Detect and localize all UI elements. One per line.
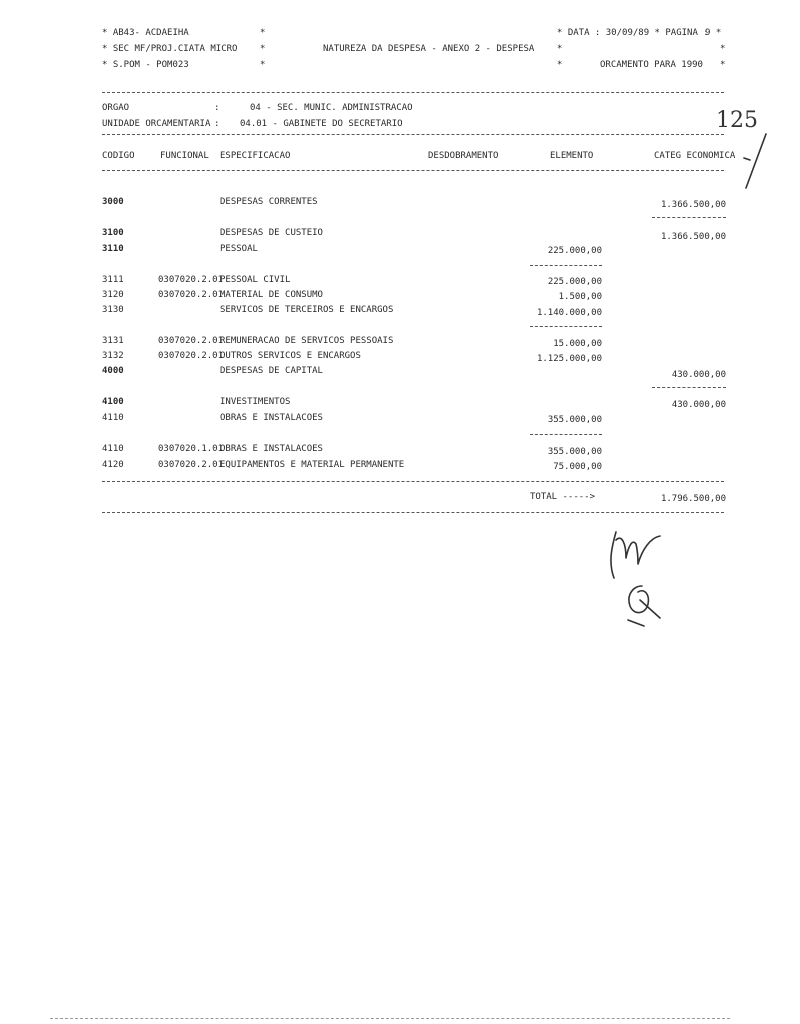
col-header-funcional: FUNCIONAL <box>160 151 209 161</box>
row-func: 0307020.2.01 <box>158 275 224 285</box>
row-desc: DESPESAS DE CUSTEIO <box>220 228 323 238</box>
row-code: 4000 <box>102 366 124 376</box>
header-program-line: * S.POM - POM023 <box>102 60 189 70</box>
col-header-categ: CATEG ECONOMICA <box>654 151 736 161</box>
divider <box>102 134 724 135</box>
page-number: 9 * <box>705 28 722 38</box>
unidade-separator: : <box>214 119 220 129</box>
col-header-elemento: ELEMENTO <box>550 151 594 161</box>
row-desc: OUTROS SERVICOS E ENCARGOS <box>220 351 361 361</box>
row-elem: 1.140.000,00 <box>536 308 602 318</box>
row-desc: DESPESAS CORRENTES <box>220 197 318 207</box>
stamp-slash-mark <box>740 130 770 190</box>
row-code: 3132 <box>102 351 124 361</box>
row-elem: 1.500,00 <box>558 292 602 302</box>
row-desc: SERVICOS DE TERCEIROS E ENCARGOS <box>220 305 394 315</box>
row-desc: REMUNERACAO DE SERVICOS PESSOAIS <box>220 336 394 346</box>
row-desc: DESPESAS DE CAPITAL <box>220 366 323 376</box>
row-code: 3120 <box>102 290 124 300</box>
unidade-label: UNIDADE ORCAMENTARIA <box>102 119 211 129</box>
header-star: * <box>720 44 726 54</box>
header-secretaria-line: * SEC MF/PROJ.CIATA MICRO <box>102 44 238 54</box>
row-code: 4110 <box>102 413 124 423</box>
orgao-label: ORGAO <box>102 103 130 113</box>
subtotal-rule <box>530 265 602 266</box>
header-star: * <box>557 60 563 70</box>
total-value: 1.796.500,00 <box>660 494 726 504</box>
orgao-value: 04 - SEC. MUNIC. ADMINISTRACAO <box>250 103 413 113</box>
divider <box>102 170 724 171</box>
row-categ: 1.366.500,00 <box>660 200 726 210</box>
total-label: TOTAL -----> <box>530 492 596 502</box>
header-star: * <box>260 28 266 38</box>
scan-edge-line <box>50 1018 730 1019</box>
divider <box>102 512 724 513</box>
report-date: * DATA : 30/09/89 * PAGINA : <box>557 28 709 38</box>
row-categ: 1.366.500,00 <box>660 232 726 242</box>
budget-year: ORCAMENTO PARA 1990 <box>600 60 703 70</box>
row-desc: PESSOAL CIVIL <box>220 275 291 285</box>
row-elem: 75.000,00 <box>553 462 602 472</box>
divider <box>102 92 724 93</box>
row-categ: 430.000,00 <box>671 370 726 380</box>
col-header-codigo: CODIGO <box>102 151 135 161</box>
page-stamp: 125 <box>716 108 758 133</box>
row-elem: 355.000,00 <box>547 415 602 425</box>
divider <box>102 481 724 482</box>
subtotal-rule <box>652 387 726 388</box>
subtotal-rule <box>652 217 726 218</box>
row-code: 4100 <box>102 397 124 407</box>
row-desc: EQUIPAMENTOS E MATERIAL PERMANENTE <box>220 460 405 470</box>
row-func: 0307020.2.01 <box>158 290 224 300</box>
row-elem: 225.000,00 <box>547 277 602 287</box>
row-code: 4110 <box>102 444 124 454</box>
report-title: NATUREZA DA DESPESA - ANEXO 2 - DESPESA <box>323 44 535 54</box>
handwritten-signature <box>598 526 678 636</box>
header-system-line: * AB43- ACDAEIHA <box>102 28 189 38</box>
orgao-separator: : <box>214 103 220 113</box>
row-func: 0307020.2.01 <box>158 460 224 470</box>
row-code: 3000 <box>102 197 124 207</box>
row-desc: OBRAS E INSTALACOES <box>220 413 323 423</box>
header-star: * <box>260 60 266 70</box>
row-categ: 430.000,00 <box>671 400 726 410</box>
row-func: 0307020.2.01 <box>158 336 224 346</box>
row-code: 3111 <box>102 275 124 285</box>
row-desc: MATERIAL DE CONSUMO <box>220 290 323 300</box>
header-star: * <box>720 60 726 70</box>
row-code: 3100 <box>102 228 124 238</box>
row-desc: PESSOAL <box>220 244 258 254</box>
header-star: * <box>260 44 266 54</box>
row-desc: OBRAS E INSTALACOES <box>220 444 323 454</box>
row-func: 0307020.2.01 <box>158 351 224 361</box>
subtotal-rule <box>530 434 602 435</box>
subtotal-rule <box>530 326 602 327</box>
row-code: 3110 <box>102 244 124 254</box>
row-elem: 1.125.000,00 <box>536 354 602 364</box>
row-desc: INVESTIMENTOS <box>220 397 291 407</box>
row-elem: 355.000,00 <box>547 447 602 457</box>
row-elem: 225.000,00 <box>547 246 602 256</box>
header-star: * <box>557 44 563 54</box>
unidade-value: 04.01 - GABINETE DO SECRETARIO <box>240 119 403 129</box>
row-func: 0307020.1.01 <box>158 444 224 454</box>
row-code: 3131 <box>102 336 124 346</box>
col-header-especificacao: ESPECIFICACAO <box>220 151 291 161</box>
col-header-desdobramento: DESDOBRAMENTO <box>428 151 499 161</box>
row-code: 3130 <box>102 305 124 315</box>
row-elem: 15.000,00 <box>553 339 602 349</box>
row-code: 4120 <box>102 460 124 470</box>
